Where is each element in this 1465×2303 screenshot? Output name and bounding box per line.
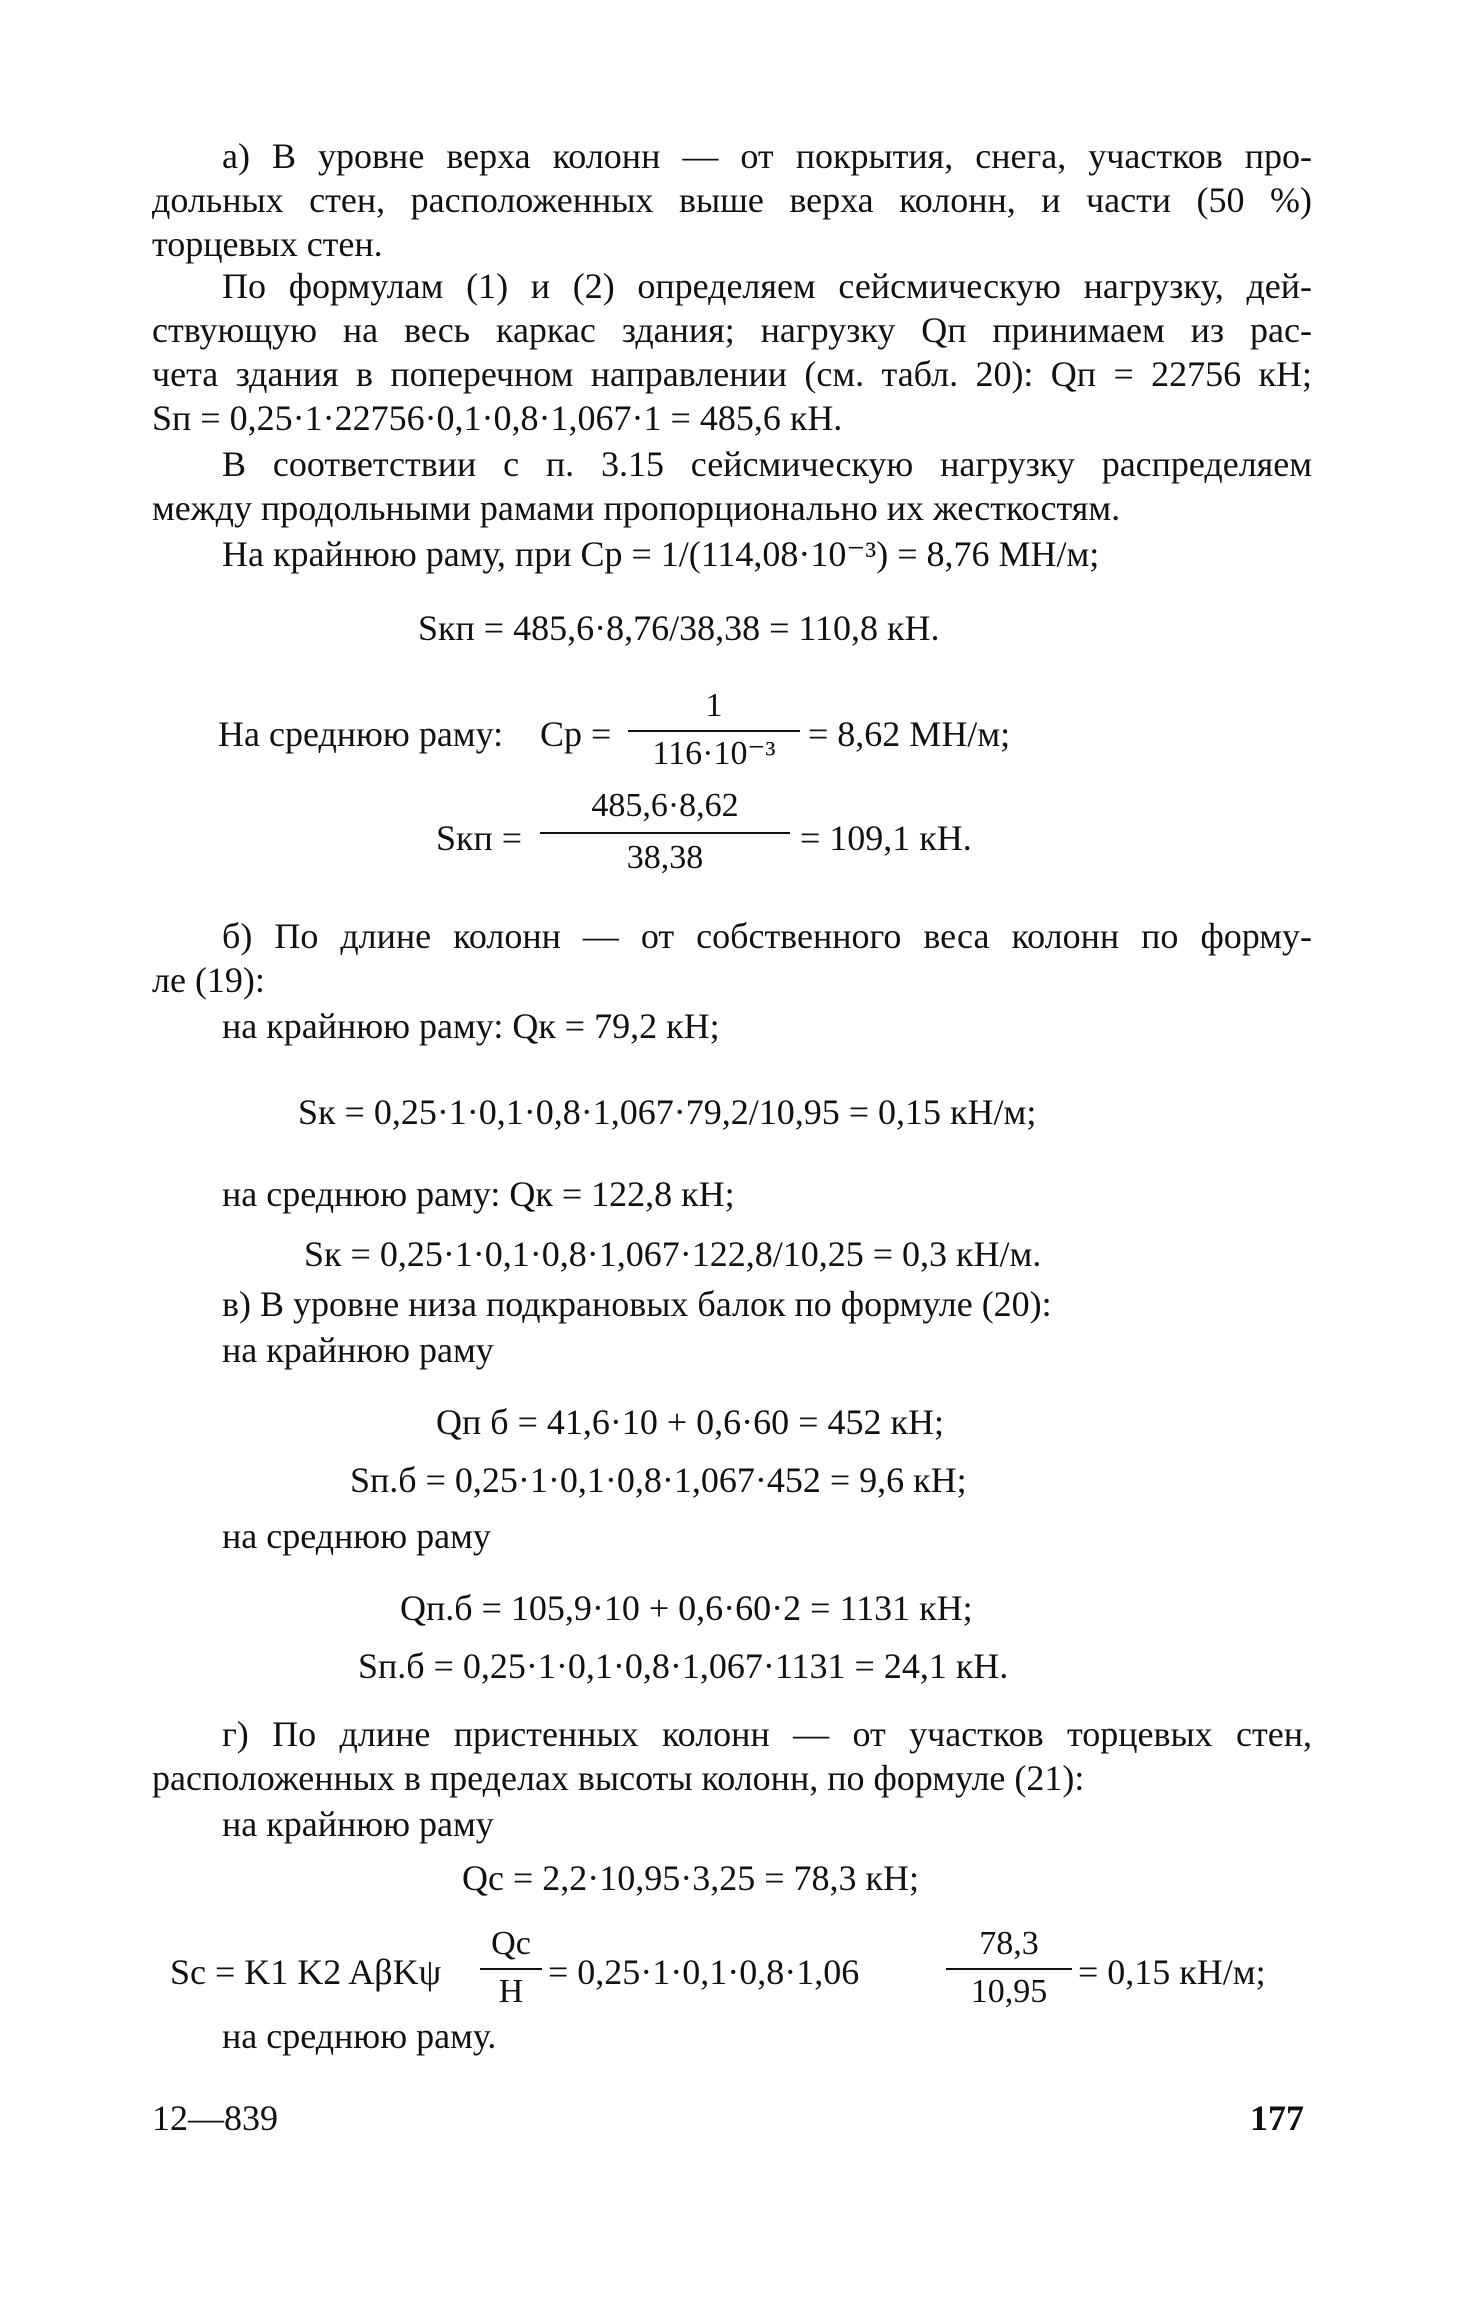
g-fraction-1-numerator: Qс (491, 1925, 531, 1962)
cp-numerator: 1 (705, 687, 723, 724)
footer-code: 12—839 (152, 2098, 278, 2138)
paragraph-a-line-1: а) В уровне верха колонн — от покрытия, снега, участков про- (222, 136, 1312, 176)
v-middle-q: Qп.б = 105,9·10 + 0,6·60·2 = 1131 кН; (400, 1588, 973, 1628)
middle-frame-intro: На среднюю раму: (218, 714, 504, 754)
g-fraction-2-numerator: 78,3 (979, 1925, 1039, 1962)
cp-fraction (628, 686, 800, 776)
page-number: 177 (1250, 2098, 1304, 2138)
v-outer-q: Qп б = 41,6·10 + 0,6·60 = 452 кН; (436, 1402, 944, 1442)
v-middle-label: на среднюю раму (222, 1516, 491, 1556)
sk-middle-fraction-bar (540, 832, 790, 834)
g-outer-label: на крайнюю раму (222, 1804, 494, 1844)
g-formula-lhs: Sс = K1 K2 AβKψ (170, 1952, 442, 1992)
outer-frame-line: На крайнюю раму, при Cр = 1/(114,08·10⁻³) = 8,76 МН/м; (222, 534, 1100, 574)
cp-fraction-bar (628, 730, 800, 732)
sk-middle-denominator: 38,38 (626, 839, 704, 876)
paragraph-b-line-1: б) По длине колонн — от собственного веса колонн по форму- (222, 916, 1312, 956)
paragraph-v: в) В уровне низа подкрановых балок по формуле (20): (222, 1284, 1052, 1324)
v-middle-s: Sп.б = 0,25·1·0,1·0,8·1,067·1131 = 24,1 кН. (358, 1646, 1009, 1686)
v-outer-s: Sп.б = 0,25·1·0,1·0,8·1,067·452 = 9,6 кН; (350, 1460, 967, 1500)
b-outer-eq: Sк = 0,25·1·0,1·0,8·1,067·79,2/10,95 = 0,15 кН/м; (298, 1092, 1037, 1132)
g-formula-fraction-1 (480, 1924, 542, 2014)
paragraph-g-line-2: расположенных в пределах высоты колонн, по формуле (21): (152, 1758, 1085, 1798)
g-middle-label: на среднюю раму. (222, 2016, 497, 2056)
paragraph-distribution-line-2: между продольными рамами пропорционально их жесткостям. (152, 488, 1121, 528)
paragraph-formulas-line-2: ствующую на весь каркас здания; нагрузку Qп принимаем из рас- (152, 310, 1312, 350)
v-outer-label: на крайнюю раму (222, 1330, 494, 1370)
b-middle-eq: Sк = 0,25·1·0,1·0,8·1,067·122,8/10,25 = 0,3 кН/м. (304, 1234, 1042, 1274)
g-fraction-1-denominator: H (498, 1973, 524, 2010)
paragraph-formulas-line-4: Sп = 0,25·1·22756·0,1·0,8·1,067·1 = 485,6 кН. (152, 398, 843, 438)
sk-middle-fraction (540, 786, 790, 882)
g-formula-fraction-2 (946, 1924, 1072, 2014)
g-fraction-2-bar (946, 1968, 1072, 1970)
b-middle-label: на среднюю раму: Qк = 122,8 кН; (222, 1174, 735, 1214)
g-fraction-1-bar (480, 1968, 542, 1970)
paragraph-b-line-2: ле (19): (152, 960, 265, 1000)
paragraph-a-line-2: дольных стен, расположенных выше верха колонн, и части (50 %) (152, 180, 1312, 220)
b-outer-label: на крайнюю раму: Qк = 79,2 кН; (222, 1006, 720, 1046)
g-outer-q: Qс = 2,2·10,95·3,25 = 78,3 кН; (462, 1858, 920, 1898)
paragraph-formulas-line-3: чета здания в поперечном направлении (см. табл. 20): Qп = 22756 кН; (152, 354, 1312, 394)
g-formula-result: = 0,15 кН/м; (1078, 1952, 1266, 1992)
cp-result: = 8,62 МН/м; (808, 714, 1011, 754)
g-formula-mid: = 0,25·1·0,1·0,8·1,06 (548, 1952, 860, 1992)
g-fraction-2-denominator: 10,95 (970, 1973, 1048, 2010)
sk-middle-label: Sкп = (436, 818, 523, 858)
cp-label: Cр = (540, 714, 612, 754)
paragraph-distribution-line-1: В соответствии с п. 3.15 сейсмическую нагрузку распределяем (222, 444, 1312, 484)
sk-middle-numerator: 485,6·8,62 (591, 787, 739, 824)
cp-denominator: 116·10⁻³ (652, 735, 776, 772)
paragraph-g-line-1: г) По длине пристенных колонн — от участков торцевых стен, (222, 1714, 1312, 1754)
eq-sk-outer: Sкп = 485,6·8,76/38,38 = 110,8 кН. (418, 608, 940, 648)
paragraph-formulas-line-1: По формулам (1) и (2) определяем сейсмическую нагрузку, дей- (222, 266, 1312, 306)
paragraph-a-line-3: торцевых стен. (152, 224, 383, 264)
sk-middle-result: = 109,1 кН. (800, 818, 972, 858)
